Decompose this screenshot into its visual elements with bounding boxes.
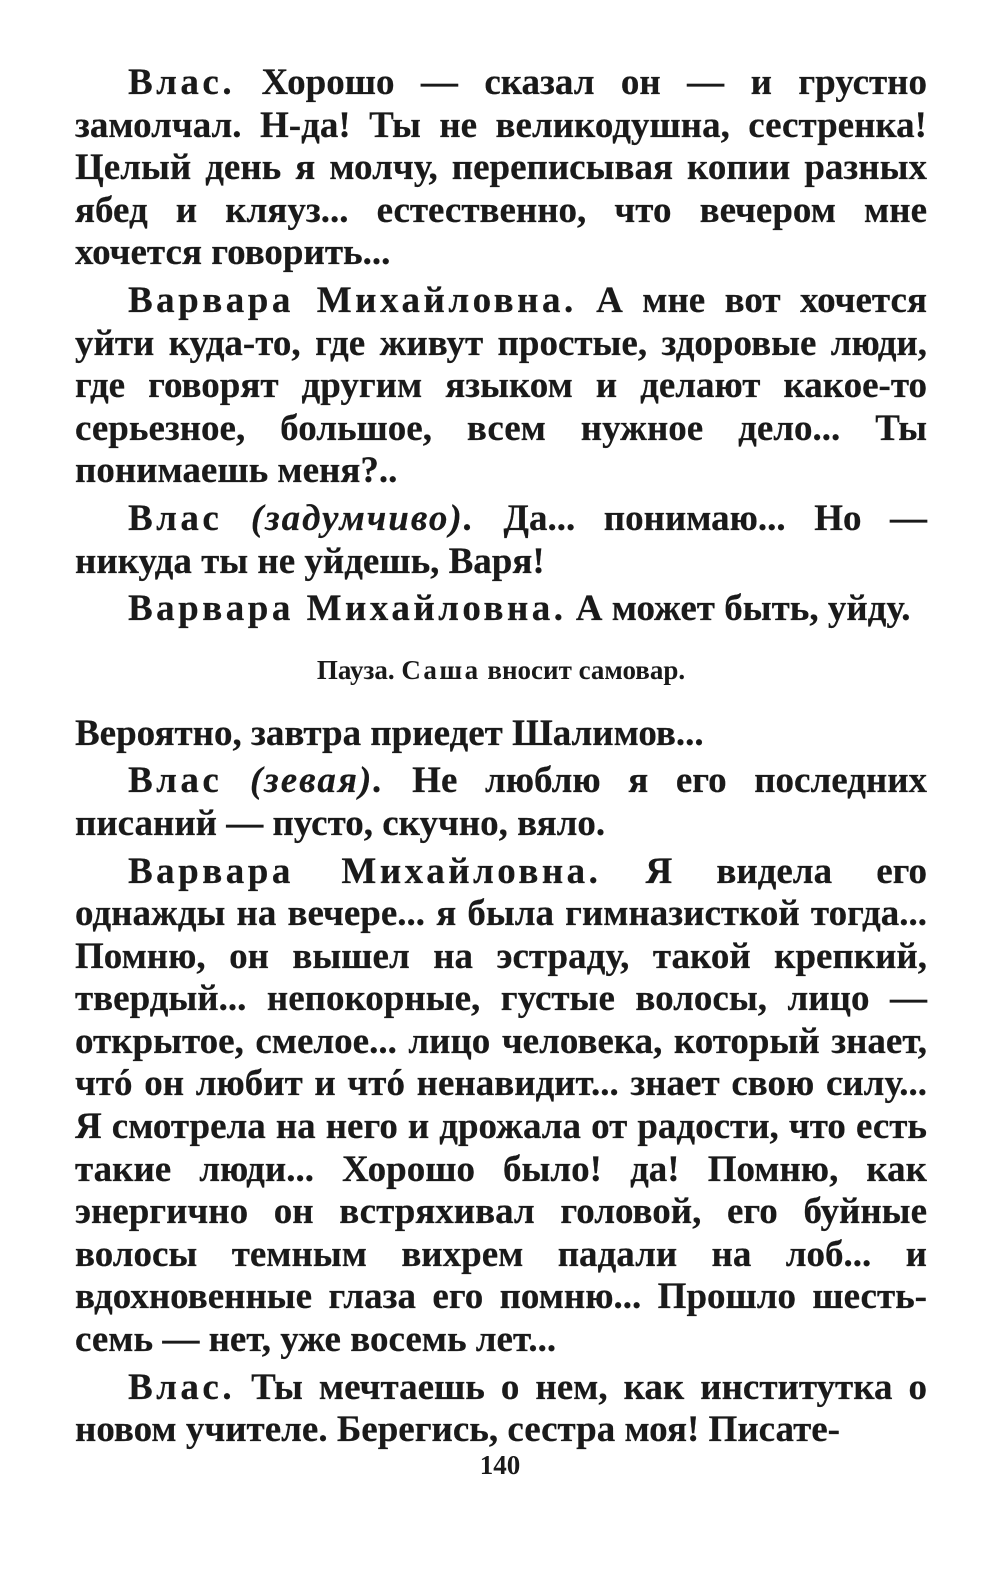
dialogue-continuation [75,713,927,756]
speech-text: А мне вот хочется уйти куда-то, где живут простые, здоровые люди, где говорят другим языком и делают какое-то серьезное, большое, всем нужное дело... Ты понимаешь меня?.. [75,279,927,492]
speech-text: Не люблю я его последних писаний — пусто, скучно, вяло. [75,760,928,844]
speech-text: Вероятно, завтра приедет Шалимов... [75,712,704,754]
speaker-name: Варвара Михайловна. [128,279,577,321]
speech-text: Ты мечтаешь о нем, как институтка о новом учителе. Берегись, сестра моя! Писате- [75,1366,927,1451]
speaker-name: Влас [128,760,223,802]
dialogue-paragraph [75,588,927,631]
speech-text: Я видела его однажды на вечере... я была гимназисткой тогда... Помню, он вышел на эстраду, такой крепкий, твердый... непокорные, густые волосы, лицо — открытое, смелое... лицо человека, который знает, чтó он любит и чтó ненавидит... знает свою силу... Я смотрела на него и дрожала от радости, что есть такие люди... Хорошо было! да! Помню, как энергично он встряхивал головой, его буйные волосы темным вихрем падали на лоб... и вдохновенные глаза его помню... Прошло шесть-семь — нет, уже восемь лет... [75,850,927,1361]
speaker-name: Влас. [128,1366,236,1408]
speech-text: Хорошо — сказал он — и грустно замолчал. Н-да! Ты не великодушна, сестренка! Целый день я молчу, переписывая копии разных ябед и кляуз... естественно, что вечером мне хочется говорить... [75,62,927,274]
page-number: 140 [479,1450,521,1480]
dialogue-paragraph [75,280,927,493]
stage-character-name: Саша [401,654,481,685]
stage-direction [75,653,927,687]
speaker-name: Варвара Михайловна. [128,850,602,892]
stage-text-after: вносит самовар. [487,654,686,685]
speaker-name: Влас. [128,62,236,103]
speaker-name: Варвара Михайловна. [128,588,567,630]
dialogue-paragraph [75,1367,927,1452]
stage-remark: (зевая). [249,760,385,802]
dialogue-paragraph [75,498,927,583]
dialogue-paragraph [75,851,927,1362]
speech-text: А может быть, уйду. [575,588,911,630]
dialogue-paragraph [75,760,927,845]
book-page [75,62,927,1457]
speech-text: Да... понимаю... Но — никуда ты не уйдешь, Варя! [75,497,928,582]
dialogue-paragraph [75,62,927,275]
speaker-name: Влас [128,497,223,539]
stage-text-before: Пауза. [316,654,395,685]
stage-remark: (задумчиво). [250,497,475,539]
